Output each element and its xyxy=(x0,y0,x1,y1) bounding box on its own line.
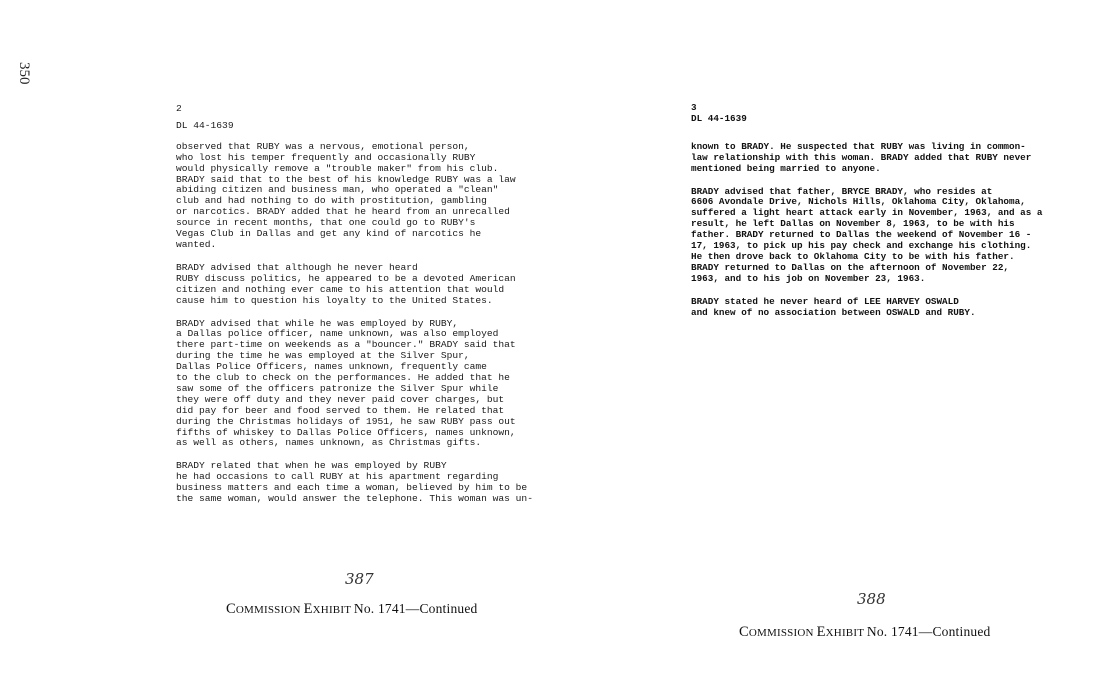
margin-page-number: 350 xyxy=(16,62,32,85)
left-page-number: 2 xyxy=(176,103,182,114)
right-paragraph: BRADY advised that father, BRYCE BRADY, who resides at 6606 Avondale Drive, Nichols Hills, Oklahoma City, Oklahoma, suffered a light heart attack early in November, 1963, and as a result, he left Dallas on November 8, 1963, to be with his father. BRADY returned to Dallas the weekend of November 16 - 17, 1963, to pick up his pay check and exchange his clothing. He then drove back to Oklahoma City to be with his father. BRADY returned to Dallas on the afternoon of November 22, 1963, and to his job on November 23, 1963. xyxy=(691,185,1043,284)
left-page xyxy=(176,104,536,517)
right-file-number: DL 44-1639 xyxy=(691,112,747,124)
left-paragraph: BRADY related that when he was employed by RUBY he had occasions to call RUBY at his apartment regarding business matters and each time a woman, believed by him to be the same woman, would answer the telephone. This woman was un- xyxy=(176,460,533,505)
left-caption: COMMISSION EXHIBIT No. 1741—Continued xyxy=(226,601,478,617)
left-paragraph: BRADY advised that while he was employed by RUBY, a Dallas police officer, name unknown, was also employed there part-time on weekends as a "bouncer." BRADY said that during the time he was employed at the Silver Spur, Dallas Police Officers, names unknown, frequently came to the club to check on the performances. He added that he saw some of the officers patronize the Silver Spur while they were off duty and they never paid cover charges, but did pay for beer and food served to them. He related that during the Christmas holidays of 1951, he saw RUBY pass out fifths of whiskey to Dallas Police Officers, names unknown, as well as others, names unknown, as Christmas gifts. xyxy=(176,317,516,449)
left-paragraph: BRADY advised that although he never heard RUBY discuss politics, he appeared to be a devoted American citizen and nothing ever came to his attention that would cause him to question his loyalty to the United States. xyxy=(176,261,516,306)
right-paragraph: known to BRADY. He suspected that RUBY was living in common- law relationship with this woman. BRADY added that RUBY never mentioned being married to anyone. xyxy=(691,140,1032,174)
left-file-number: DL 44-1639 xyxy=(176,119,234,131)
right-caption: COMMISSION EXHIBIT No. 1741—Continued xyxy=(739,624,991,640)
right-paragraph: BRADY stated he never heard of LEE HARVEY OSWALD and knew of no association between OSWALD and RUBY. xyxy=(691,295,976,318)
left-handwritten-number: 387 xyxy=(345,570,374,588)
left-paragraph: observed that RUBY was a nervous, emotional person, who lost his temper frequently and occasionally RUBY would physically remove a "trouble maker" from his club. BRADY said that to the best of his knowledge RUBY was a law abiding citizen and business man, who operated a "clean" club and had nothing to do with prostitution, gambling or narcotics. BRADY added that he heard from an unrecalled source in recent months, that one could go to RUBY's Vegas Club in Dallas and get any kind of narcotics he wanted. xyxy=(176,140,516,250)
right-handwritten-number: 388 xyxy=(857,590,886,608)
right-page xyxy=(691,103,1051,331)
right-page-number: 3 xyxy=(691,102,697,113)
